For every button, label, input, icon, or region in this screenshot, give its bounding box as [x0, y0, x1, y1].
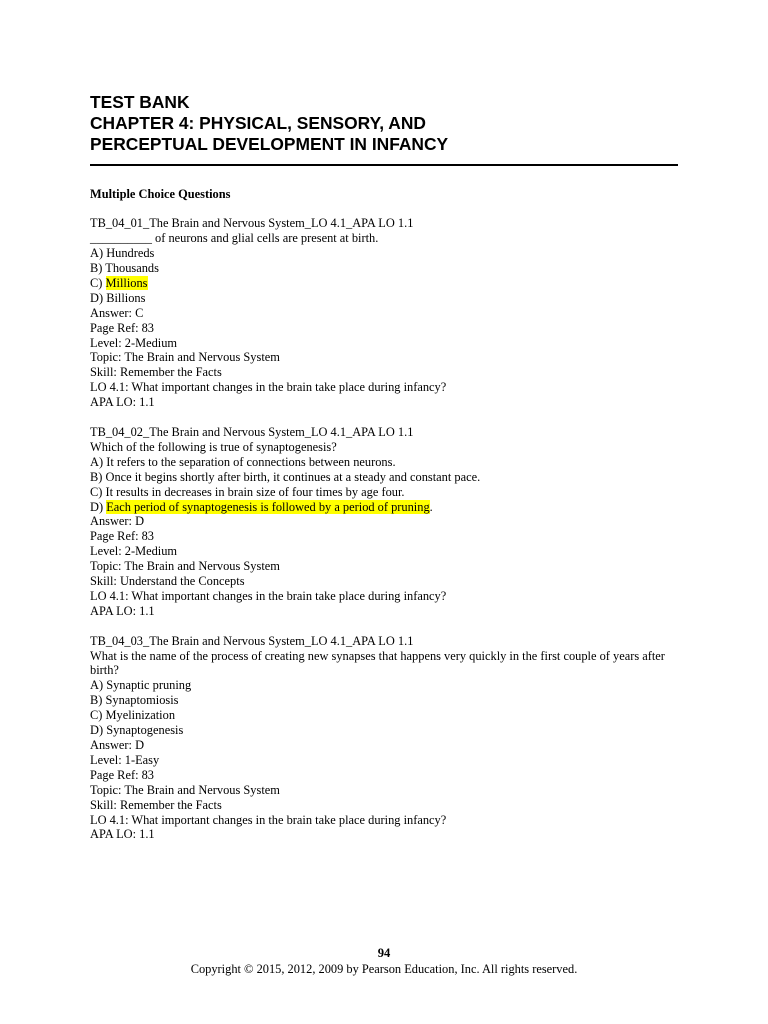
option-label: C): [90, 708, 103, 723]
apa-lo-line: APA LO: 1.1: [90, 395, 155, 410]
topic-line: Topic: The Brain and Nervous System: [90, 559, 280, 574]
option-item: [90, 246, 695, 261]
learning-objective-line: LO 4.1: What important changes in the brain take place during infancy?: [90, 380, 447, 395]
option-item: [90, 276, 695, 291]
option-item: [90, 291, 695, 306]
header-title-line: TEST BANK: [90, 92, 190, 112]
option-label: D): [90, 723, 104, 738]
topic-line: Topic: The Brain and Nervous System: [90, 350, 280, 365]
option-text: Each period of synaptogenesis is followed by a period of pruning: [106, 499, 430, 514]
option-label: C): [90, 275, 103, 290]
option-label: B): [90, 261, 103, 276]
option-label: A): [90, 246, 104, 261]
option-text: It refers to the separation of connections between neurons.: [106, 454, 396, 469]
option-label: A): [90, 454, 104, 469]
question-id: TB_04_02_The Brain and Nervous System_LO 4.1_APA LO 1.1: [90, 424, 414, 439]
header-title-line: CHAPTER 4: PHYSICAL, SENSORY, AND: [90, 113, 426, 133]
option-item: [90, 455, 695, 470]
option-text: Once it begins shortly after birth, it continues at a steady and constant pace.: [105, 469, 481, 484]
skill-line: Skill: Remember the Facts: [90, 797, 222, 812]
question-block: [90, 634, 695, 843]
page-ref-line: Page Ref: 83: [90, 529, 155, 544]
option-label: A): [90, 678, 104, 693]
option-item: [90, 708, 695, 723]
apa-lo-line: APA LO: 1.1: [90, 827, 155, 842]
question-text: __________ of neurons and glial cells are present at birth.: [90, 231, 379, 246]
option-label: B): [90, 693, 103, 708]
option-text: Myelinization: [105, 708, 176, 723]
option-label: C): [90, 484, 103, 499]
option-text: It results in decreases in brain size of four times by age four.: [105, 484, 405, 499]
chapter-header: [90, 92, 448, 155]
option-item: [90, 678, 695, 693]
apa-lo-line: APA LO: 1.1: [90, 603, 155, 618]
option-item: [90, 485, 695, 500]
copyright-text: Copyright © 2015, 2012, 2009 by Pearson Education, Inc. All rights reserved.: [190, 961, 578, 976]
option-label: B): [90, 469, 103, 484]
option-text: Synaptomiosis: [105, 693, 179, 708]
question-id: TB_04_01_The Brain and Nervous System_LO 4.1_APA LO 1.1: [90, 216, 414, 231]
option-item: [90, 693, 695, 708]
question-block: [90, 425, 695, 619]
question-id: TB_04_03_The Brain and Nervous System_LO 4.1_APA LO 1.1: [90, 633, 414, 648]
skill-line: Skill: Understand the Concepts: [90, 574, 245, 589]
question-text: Which of the following is true of synaptogenesis?: [90, 439, 337, 454]
option-item: [90, 470, 695, 485]
option-suffix: .: [429, 499, 433, 514]
question-text: What is the name of the process of creating new synapses that happens very quickly in the first couple of years after birth?: [90, 648, 665, 678]
level-line: Level: 2-Medium: [90, 335, 178, 350]
page-ref-line: Page Ref: 83: [90, 320, 155, 335]
option-label: D): [90, 499, 104, 514]
option-text: Synaptogenesis: [106, 723, 184, 738]
learning-objective-line: LO 4.1: What important changes in the brain take place during infancy?: [90, 588, 447, 603]
header-title-line: PERCEPTUAL DEVELOPMENT IN INFANCY: [90, 134, 449, 154]
level-line: Level: 2-Medium: [90, 544, 178, 559]
answer-line: Answer: D: [90, 514, 145, 529]
option-text: Billions: [106, 290, 146, 305]
option-text: Hundreds: [106, 246, 155, 261]
option-item: [90, 500, 695, 515]
option-item: [90, 261, 695, 276]
page-ref-line: Page Ref: 83: [90, 767, 155, 782]
topic-line: Topic: The Brain and Nervous System: [90, 782, 280, 797]
skill-line: Skill: Remember the Facts: [90, 365, 222, 380]
page-number: 94: [377, 945, 391, 960]
header-divider: [90, 164, 678, 166]
answer-line: Answer: D: [90, 737, 145, 752]
option-text: Synaptic pruning: [106, 678, 192, 693]
question-block: [90, 216, 695, 410]
option-text: Thousands: [105, 261, 159, 276]
option-label: D): [90, 290, 104, 305]
section-title: Multiple Choice Questions: [90, 186, 231, 201]
option-item: [90, 723, 695, 738]
learning-objective-line: LO 4.1: What important changes in the brain take place during infancy?: [90, 812, 447, 827]
answer-line: Answer: C: [90, 305, 144, 320]
level-line: Level: 1-Easy: [90, 752, 160, 767]
document-body: [90, 187, 695, 858]
option-text: Millions: [105, 275, 148, 290]
